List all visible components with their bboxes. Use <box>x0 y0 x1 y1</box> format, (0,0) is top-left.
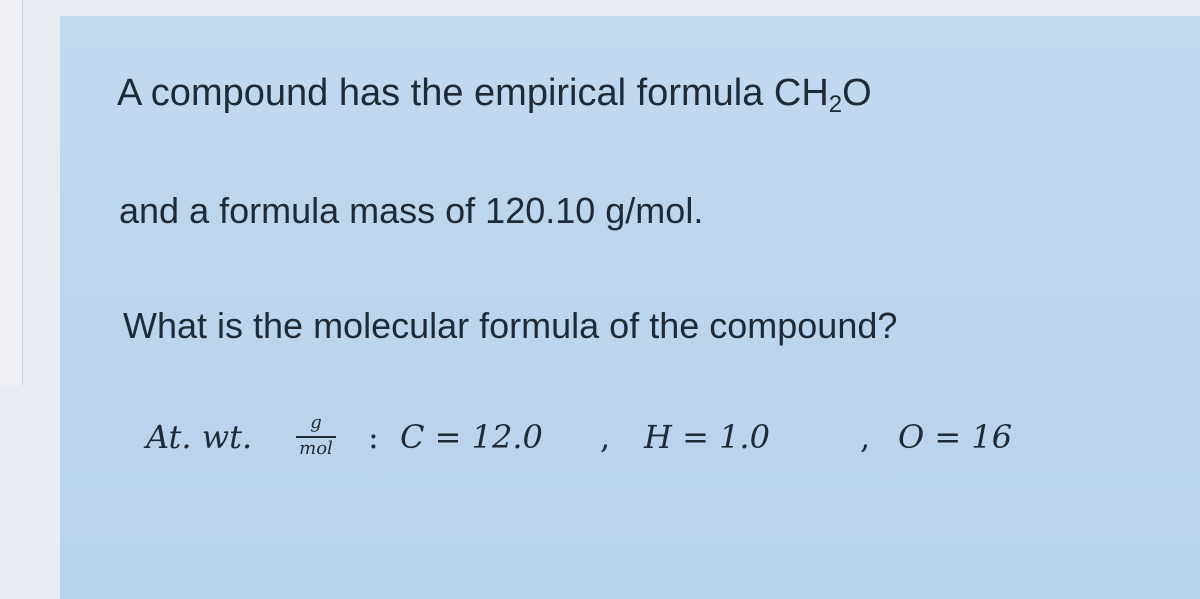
unit-fraction <box>290 412 342 468</box>
left-background-strip <box>0 0 23 385</box>
line1-prefix: A compound has the empirical formula CH <box>117 72 829 114</box>
question-line-empirical-formula <box>117 72 872 118</box>
line1-suffix: O <box>842 72 872 114</box>
unit-numerator: g <box>310 412 322 433</box>
separator-colon: : <box>368 418 379 456</box>
oxygen-weight: O = 16 <box>898 418 1013 456</box>
question-line-formula-mass: and a formula mass of 120.10 g/mol. <box>119 190 704 231</box>
line1-subscript: 2 <box>828 91 843 118</box>
unit-denominator: mol <box>299 438 333 459</box>
atomic-weight-label: At. wt. <box>146 418 253 456</box>
hydrogen-weight: H = 1.0 <box>644 418 770 456</box>
question-line-prompt: What is the molecular formula of the compound? <box>123 305 898 346</box>
comma-separator-1: , <box>600 418 611 456</box>
carbon-weight: C = 12.0 <box>400 418 543 456</box>
comma-separator-2: , <box>860 418 871 456</box>
atomic-weights-row <box>146 412 1096 478</box>
